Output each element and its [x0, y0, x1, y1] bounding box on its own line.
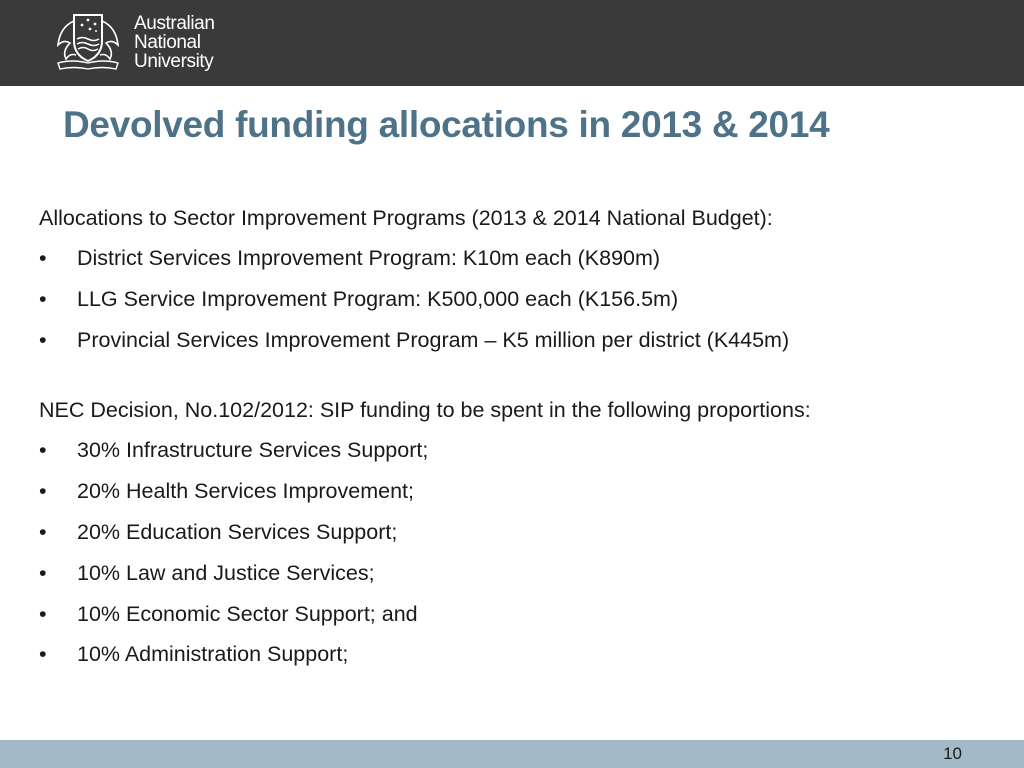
section2-heading: NEC Decision, No.102/2012: SIP funding to be spent in the following proportions: — [39, 398, 811, 423]
bullet-icon: • — [39, 286, 47, 311]
bullet-icon: • — [39, 246, 47, 270]
logo-line-2: National — [134, 31, 201, 53]
bullet-icon: • — [39, 327, 47, 352]
list-item — [39, 279, 999, 320]
list-item — [39, 553, 999, 594]
list-item — [39, 320, 999, 361]
bullet-icon: • — [39, 438, 47, 463]
list-item-text: 20% Education Services Support; — [77, 519, 398, 544]
slide-content — [39, 198, 999, 675]
list-item — [39, 634, 999, 675]
anu-crest-icon — [52, 11, 124, 73]
list-item-text: 10% Administration Support; — [77, 642, 349, 667]
list-item — [39, 430, 999, 471]
slide-title: Devolved funding allocations in 2013 & 2014 — [63, 104, 830, 145]
list-item-text: 30% Infrastructure Services Support; — [77, 438, 429, 463]
footer-bar — [0, 740, 1024, 768]
list-item — [39, 238, 999, 279]
university-logo — [52, 10, 215, 74]
university-name — [134, 14, 215, 71]
list-item-text: District Services Improvement Program: K10m each (K890m) — [77, 246, 661, 270]
bullet-icon: • — [39, 519, 47, 544]
list-item-text: 10% Law and Justice Services; — [77, 560, 375, 585]
page-number: 10 — [943, 744, 962, 763]
section1-heading: Allocations to Sector Improvement Programs (2013 & 2014 National Budget): — [39, 206, 773, 230]
bullet-icon: • — [39, 560, 47, 585]
list-item-text: 10% Economic Sector Support; and — [77, 601, 418, 626]
list-item-text: Provincial Services Improvement Program – K5 million per district (K445m) — [77, 327, 790, 352]
list-item-text: LLG Service Improvement Program: K500,000 each (K156.5m) — [77, 286, 679, 311]
list-item-text: 20% Health Services Improvement; — [77, 479, 414, 504]
logo-line-1: Australian — [134, 12, 215, 34]
bullet-icon: • — [39, 642, 47, 667]
list-item — [39, 512, 999, 553]
list-item — [39, 471, 999, 512]
section-spacer — [39, 360, 999, 390]
header-bar — [0, 0, 1024, 86]
bullet-icon: • — [39, 601, 47, 626]
logo-line-3: University — [134, 50, 214, 72]
list-item — [39, 594, 999, 635]
bullet-icon: • — [39, 479, 47, 504]
